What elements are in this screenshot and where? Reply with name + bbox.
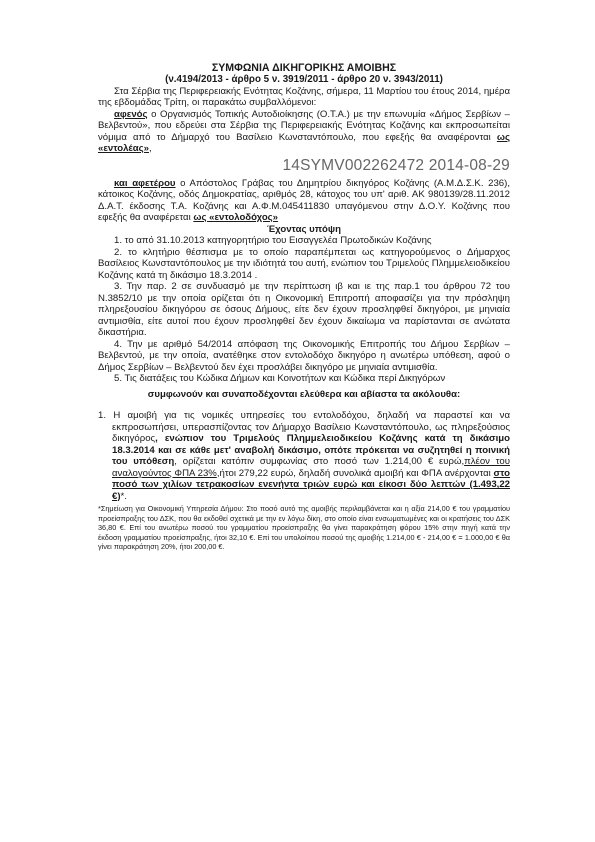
item1-text-7: *. — [120, 490, 127, 502]
party1-paragraph — [98, 109, 510, 155]
item1-paragraph — [98, 410, 510, 502]
agree-heading: συμφωνούν και συναποδέχονται ελεύθερα και αβίαστα τα ακόλουθα: — [147, 388, 461, 400]
consideration-item: 1. το από 31.10.2013 κατηγορητήριο του Εισαγγελέα Πρωτοδικών Κοζάνης — [114, 235, 432, 246]
party2-paragraph — [98, 178, 510, 224]
intro-paragraph: Στα Σέρβια της Περιφερειακής Ενότητας Κοζάνης, σήμερα, 11 Μαρτίου του έτους 2014, ημέρα της εβδομάδας Τρίτη, οι παρακάτω συμβαλλόμενοι: — [98, 85, 510, 108]
party2-label: και αφετέρου — [114, 177, 176, 189]
consideration-item: 2. το κλητήριο θέσπισμα με το οποίο παραπέμπεται ως κατηγορούμενος ο Δήμαρχος Βασίλειος Κωνσταντόπουλος με την ιδιότητά του αυτή, ενώπιον του Τριμελούς Πλημμελειοδικείου Κοζάνης κατά τη δικάσιμο 18.3.2014 . — [98, 246, 510, 281]
ada-stamp: 14SYMV002262472 2014-08-29 — [282, 156, 510, 174]
consideration-item: 3. Την παρ. 2 σε συνδυασμό με την περίπτωση ιβ και ιε της παρ.1 του άρθρου 72 του Ν.3852/10 με την οποία ορίζεται ότι η Οικονομική Επιτροπή αποφασίζει για την πρόσληψη πληρεξουσίου δικηγόρου σε όσους Δήμους, είτε δεν έχουν προσληφθεί δικηγόροι, με μηνιαία αντιμισθία, είτε αυτοί που έχουν προσληφθεί δεν έχουν δικαίωμα να παρίστανται σε ανώτατα δικαστήρια. — [98, 281, 510, 338]
document-subtitle: (ν.4194/2013 - άρθρο 5 ν. 3919/2011 - άρθρο 20 ν. 3943/2011) — [165, 74, 443, 85]
party2-text: ο Απόστολος Γράβας του Δημητρίου δικηγόρος Κοζάνης (Α.Μ.Δ.Σ.Κ. 236), κάτοικος Κοζάνης, οδός Δημοκρατίας, αριθμός 28, κάτοχος του υπ' αριθ. ΑΚ 980139/28.11.2012 Δ.Α.Τ. έκδοσης Τ.Α. Κοζάνης και Α.Φ.Μ.045411830 υπαγόμενου στην Δ.Ο.Υ. Κοζάνης που εφεξής θα αναφέρεται — [98, 177, 510, 223]
having-in-view-heading: Έχοντας υπόψη — [267, 223, 341, 235]
document-content — [98, 62, 510, 552]
item1-text-1: Η αμοιβή για τις νομικές υπηρεσίες του εντολοδόχου, δηλαδή να παραστεί και να εκπροσωπήσει, υπερασπίζοντας τον Δήμαρχο Βασίλειο Κωνσταντόπουλο, ως πληρεξούσιος δικηγόρος — [106, 410, 510, 444]
item1-text-6: στο ποσό των χιλίων τετρακοσίων ενενήντα τριών ευρώ και είκοσι δύο λεπτών (1.493,22 €) — [112, 467, 510, 502]
party1-text: ο Οργανισμός Τοπικής Αυτοδιοίκησης (Ο.Τ.Α.) με την επωνυμία «Δήμος Σερβίων –Βελβεντού», που εδρεύει στα Σέρβια της Περιφερειακής Ενότητας Κοζάνης και εκπροσωπείται νόμιμα από το Δήμαρχό του Βασίλειο Κωνσταντόπουλο, που εφεξής θα αναφέρονται — [98, 108, 510, 143]
party1-label: αφενός — [114, 108, 148, 120]
party1-as: ως «εντολέας» — [98, 131, 510, 154]
consideration-item: 4. Την με αριθμό 54/2014 απόφαση της Οικονομικής Επιτροπής του Δήμου Σερβίων –Βελβεντού, με την οποία, ανατέθηκε στον εντολοδόχο δικηγόρο η ανωτέρω υπόθεση, αφού ο Δήμος Σερβίων – Βελβεντού δεν έχει προσλάβει δικηγόρο με μηνιαία αντιμισθία. — [98, 338, 510, 373]
item1-text-3: , ορίζεται κατόπιν συμφωνίας στο ποσό των 1.214,00 € ευρώ, — [174, 456, 465, 467]
item1-text-5: ,ήτοι 279,22 ευρώ, δηλαδή συνολικά αμοιβή και ΦΠΑ ανέρχονται — [216, 467, 494, 479]
item1-text-4: πλέον του αναλογούντος ΦΠΑ 23% — [112, 456, 511, 479]
item1-number: 1. — [98, 410, 107, 421]
item1-text-2: , ενώπιον του Τριμελούς Πλημμελειοδικείου Κοζάνης κατά τη δικάσιμο 18.3.2014 και σε κάθε μετ' αναβολή δικάσιμο, οπότε πρόκειται να συζητηθεί η ποινική του υπόθεση — [112, 433, 510, 467]
document-title: ΣΥΜΦΩΝΙΑ ΔΙΚΗΓΟΡΙΚΗΣ ΑΜΟΙΒΗΣ — [211, 62, 397, 74]
footnote: *Σημείωση για Οικονομική Υπηρεσία Δήμου: Στο ποσό αυτό της αμοιβής περιλαμβάνεται και η αξία 214,00 € του γραμματίου προείσπραξης του ΔΣΚ, που θα εκδοθεί σχετικά με την εν λόγω δίκη, στο οποίο είναι ενσωματωμένες και οι κρατήσεις του ΔΣΚ 36,80 €. Επί του ανωτέρω ποσού του γραμματίου προείσπραξης θα γίνει παρακράτηση φόρου 15% στην πηγή κατά την έκδοση γραμματίου προείσπραξης, ήτοι 32,10 €. Επί του υπολοίπου ποσού της αμοιβής 1.214,00 € - 214,00 € = 1.000,00 € θα γίνει παρακράτηση 20%, ήτοι 200,00 €. — [98, 504, 510, 552]
party2-as: ως «εντολοδόχος» — [193, 212, 279, 223]
party1-end: , — [149, 143, 152, 154]
consideration-item: 5. Τις διατάξεις του Κώδικα Δήμων και Κοινοτήτων και Κώδικα περί Δικηγόρων — [114, 373, 446, 384]
